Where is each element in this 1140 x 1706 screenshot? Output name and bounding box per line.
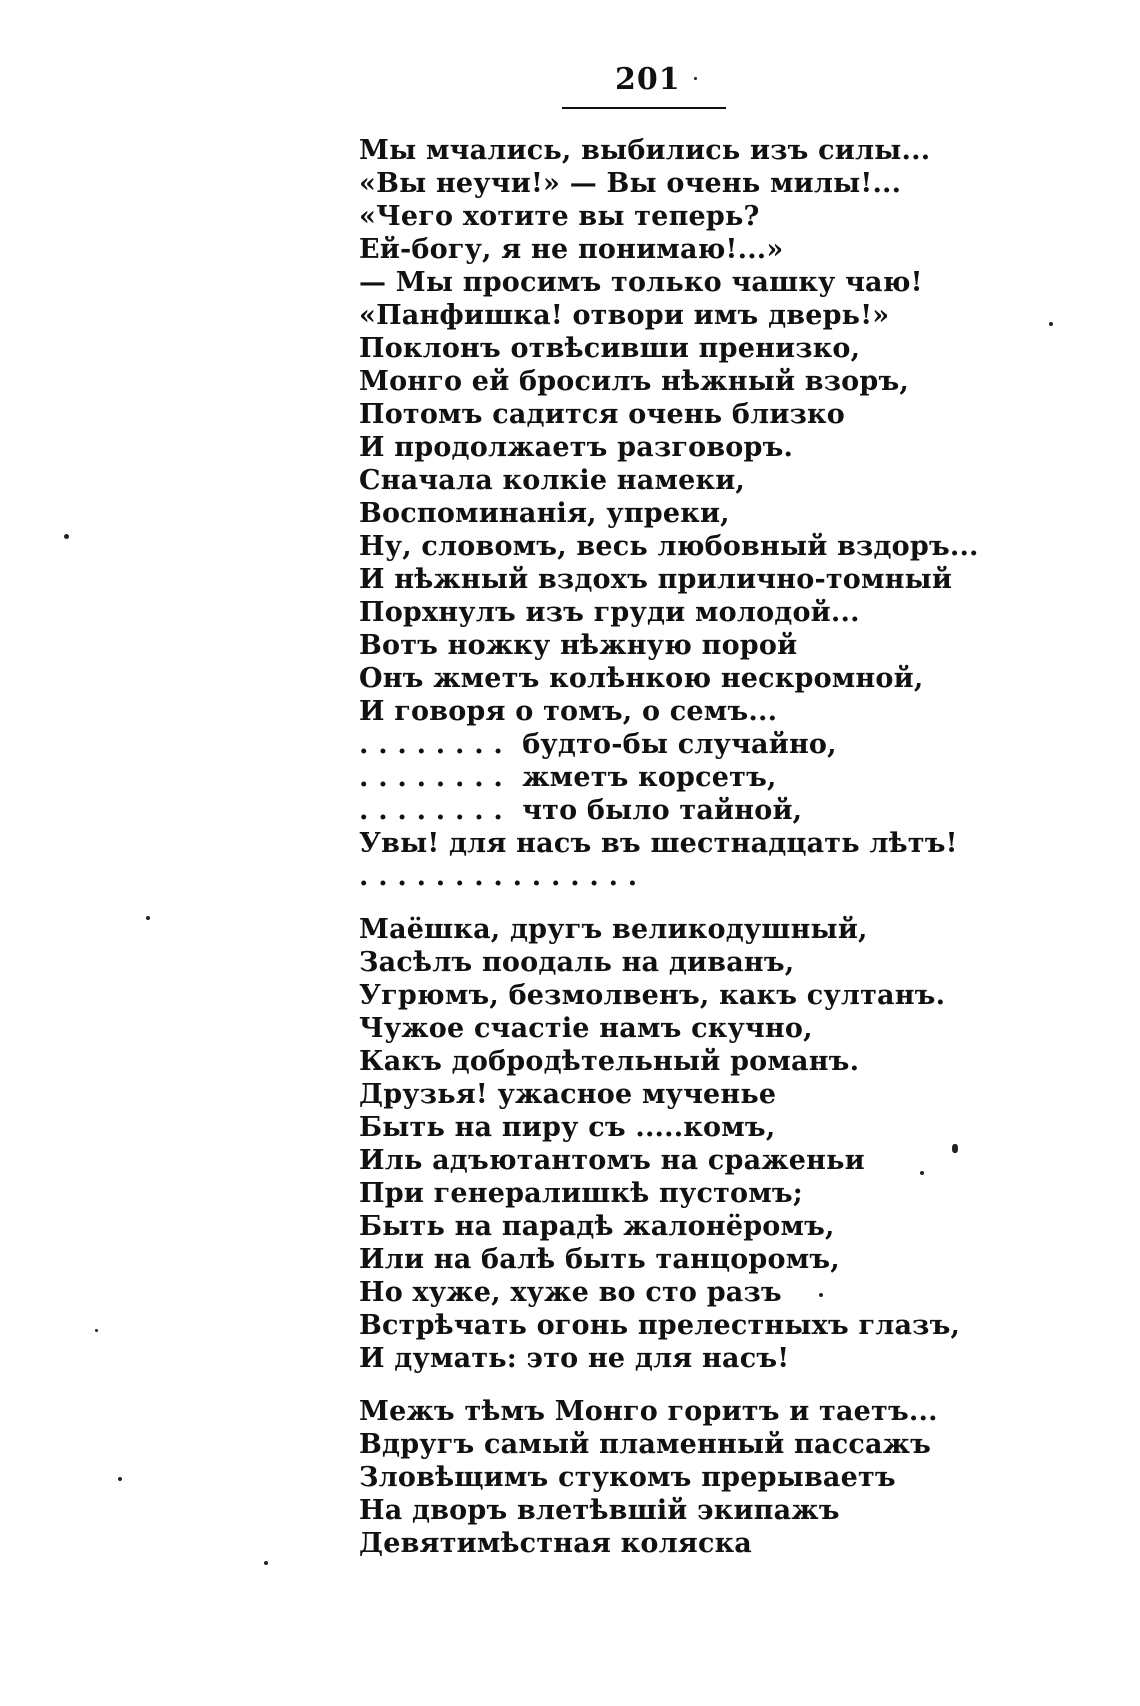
- poem-line: Или на балѣ быть танцоромъ,: [359, 1244, 840, 1275]
- poem-line: Ну, словомъ, весь любовный вздоръ...: [359, 531, 979, 562]
- poem-line: На дворъ влетѣвшій экипажъ: [359, 1495, 840, 1526]
- scan-speck: [264, 1561, 268, 1565]
- poem-line: Но хуже, хуже во сто разъ: [359, 1277, 782, 1308]
- poem-line: . . . . . . . . что было тайной,: [359, 795, 803, 826]
- poem-line: Девятимѣстная коляска: [359, 1528, 752, 1559]
- scan-speck: [146, 916, 150, 920]
- scan-speck: [1049, 322, 1053, 326]
- poem-body: [359, 134, 979, 1560]
- poem-line: И говоря о томъ, о семъ...: [359, 696, 778, 727]
- scan-speck: [118, 1477, 122, 1481]
- poem-line: . . . . . . . . будто-бы случайно,: [359, 729, 837, 760]
- stanza-1: [359, 134, 979, 893]
- poem-line: Вдругъ самый пламенный пассажъ: [359, 1429, 932, 1460]
- header-rule: [562, 107, 726, 109]
- poem-line: Сначала колкіе намеки,: [359, 465, 746, 496]
- poem-line: Воспоминанія, упреки,: [359, 498, 730, 529]
- poem-line: Иль адъютантомъ на сраженьи: [359, 1145, 865, 1176]
- poem-line: «Панфишка! отвори имъ дверь!»: [359, 300, 890, 331]
- poem-line: «Чего хотите вы теперь?: [359, 201, 760, 232]
- poem-line: Какъ добродѣтельный романъ.: [359, 1046, 860, 1077]
- poem-line: Межъ тѣмъ Монго горитъ и таетъ...: [359, 1396, 938, 1427]
- scan-speck: [819, 1293, 823, 1297]
- poem-line: Засѣлъ поодаль на диванъ,: [359, 947, 795, 978]
- poem-line: Встрѣчать огонь прелестныхъ глазъ,: [359, 1310, 961, 1341]
- stanza-3: [359, 1395, 938, 1560]
- poem-line: — Мы просимъ только чашку чаю!: [359, 267, 923, 298]
- poem-line: Быть на парадѣ жалонёромъ,: [359, 1211, 835, 1242]
- page-number: 201: [615, 62, 681, 97]
- poem-line: И нѣжный вздохъ прилично-томный: [359, 564, 953, 595]
- poem-line: При генералишкѣ пустомъ;: [359, 1178, 803, 1209]
- poem-line: Онъ жметъ колѣнкою нескромной,: [359, 663, 924, 694]
- poem-line: И думать: это не для насъ!: [359, 1343, 790, 1374]
- poem-line: Монго ей бросилъ нѣжный взоръ,: [359, 366, 909, 397]
- poem-line: Вотъ ножку нѣжную порой: [359, 630, 798, 661]
- stanza-2: [359, 913, 961, 1375]
- poem-line: Зловѣщимъ стукомъ прерываетъ: [359, 1462, 896, 1493]
- poem-line: Угрюмъ, безмолвенъ, какъ султанъ.: [359, 980, 946, 1011]
- poem-line: Порхнулъ изъ груди молодой...: [359, 597, 860, 628]
- scan-speck: [952, 1144, 958, 1153]
- poem-line: Друзья! ужасное мученье: [359, 1079, 777, 1110]
- poem-line: Мы мчались, выбились изъ силы...: [359, 135, 931, 166]
- poem-line: И продолжаетъ разговоръ.: [359, 432, 794, 463]
- scan-speck: [64, 534, 69, 539]
- poem-line: Быть на пиру съ .....комъ,: [359, 1112, 776, 1143]
- scan-speck: [95, 1329, 98, 1332]
- poem-line: . . . . . . . . жметъ корсетъ,: [359, 762, 777, 793]
- poem-line: Ей-богу, я не понимаю!...»: [359, 234, 784, 265]
- poem-line: Поклонъ отвѣсивши пренизко,: [359, 333, 861, 364]
- scan-speck: [920, 1171, 924, 1175]
- scan-speck: [694, 77, 697, 80]
- poem-line: Маёшка, другъ великодушный,: [359, 914, 868, 945]
- ellipsis-line: . . . . . . . . . . . . . . .: [359, 861, 638, 892]
- poem-line: «Вы неучи!» — Вы очень милы!...: [359, 168, 902, 199]
- poem-line: Чужое счастіе намъ скучно,: [359, 1013, 813, 1044]
- poem-line: Потомъ садится очень близко: [359, 399, 845, 430]
- poem-line: Увы! для насъ въ шестнадцать лѣтъ!: [359, 828, 958, 859]
